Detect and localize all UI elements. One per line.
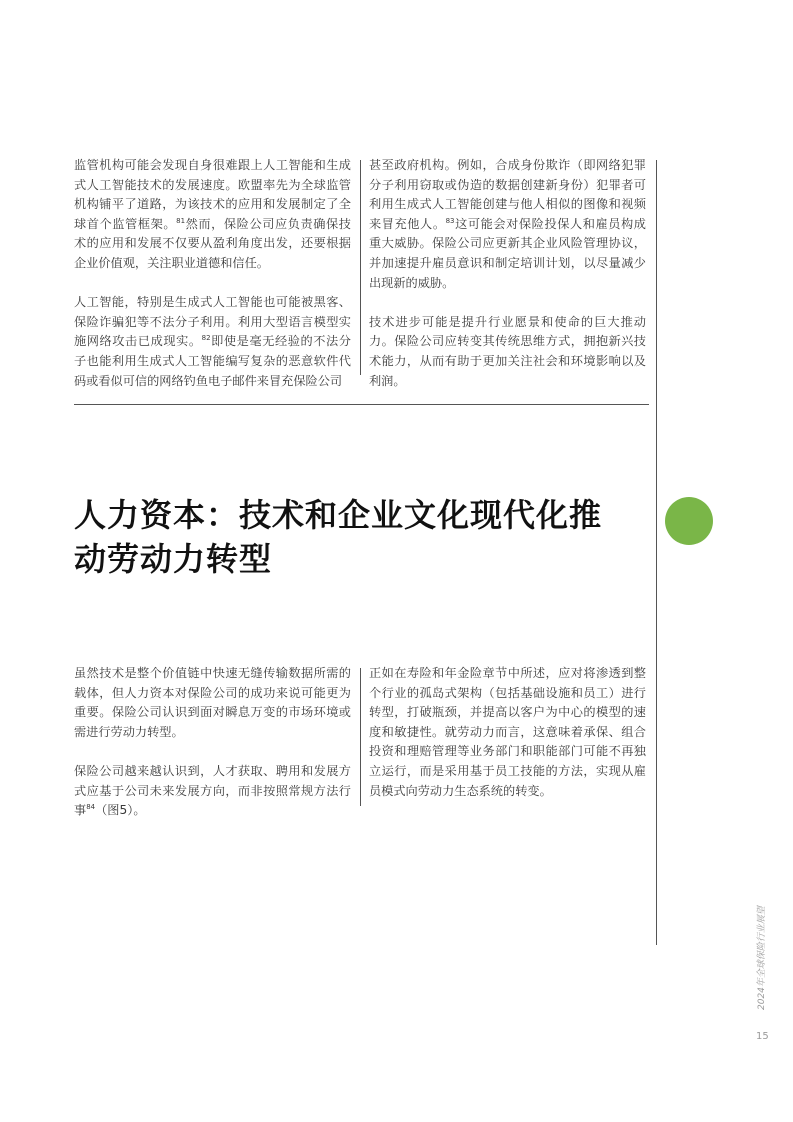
paragraph: 甚至政府机构。例如，合成身份欺诈（即网络犯罪分子利用窃取或伪造的数据创建新身份）犯罪者可利用生成式人工智能创建与他人相似的图像和视频来冒充他人。$^{83}$这可能会对保险投保人和雇员构成重大威胁。保险公司应更新其企业风险管理协议，并加速提升雇员意识和制定培训计划，以尽量减少出现新的威胁。	[369, 158, 646, 290]
section-two-left-column	[74, 664, 351, 821]
page-number: 15	[756, 1031, 769, 1042]
paragraph: 正如在寿险和年金险章节中所述，应对将渗透到整个行业的孤岛式架构（包括基础设施和员工）进行转型，打破瓶颈，并提高以客户为中心的模型的速度和敏捷性。就劳动力而言，这意味着承保、组合投资和理赔管理等业务部门和职能部门可能不再独立运行，而是采用基于员工技能的方法，实现从雇员模式向劳动力生态系统的转变。	[369, 666, 646, 798]
running-title: 2024年全球保险行业展望	[757, 906, 767, 1010]
column-divider	[360, 160, 361, 375]
paragraph: 技术进步可能是提升行业愿景和使命的巨大推动力。保险公司应转变其传统思维方式，拥抱新兴技术能力，从而有助于更加关注社会和环境影响以及利润。	[369, 314, 646, 388]
footnote-ref[interactable]: 84	[86, 803, 96, 812]
right-margin-rule	[656, 160, 657, 945]
section-one-left-column	[74, 156, 351, 391]
paragraph: 虽然技术是整个价值链中快速无缝传输数据所需的载体，但人力资本对保险公司的成功来说可能更为重要。保险公司认识到面对瞬息万变的市场环境或需进行劳动力转型。	[74, 666, 351, 739]
section-rule	[74, 404, 649, 405]
section-two-right-column	[369, 664, 646, 801]
section-marker-dot	[665, 497, 713, 545]
footnote-ref[interactable]: 81	[176, 216, 186, 225]
paragraph: 监管机构可能会发现自身很难跟上人工智能和生成式人工智能技术的发展速度。欧盟率先为全球监管机构铺平了道路，为该技术的应用和发展制定了全球首个监管框架。$^{81}$然而，保险公司应负责确保技术的应用和发展不仅要从盈利角度出发，还要根据企业价值观，关注职业道德和信任。	[74, 158, 351, 270]
section-title: 人力资本：技术和企业文化现代化推动劳动力转型	[74, 496, 603, 578]
paragraph: 人工智能，特别是生成式人工智能也可能被黑客、保险诈骗犯等不法分子利用。利用大型语言模型实施网络攻击已成现实。$^{82}$即使是毫无经验的不法分子也能利用生成式人工智能编写复杂的恶意软件代码或看似可信的网络钓鱼电子邮件来冒充保险公司	[74, 295, 351, 388]
column-divider	[360, 668, 361, 806]
section-one-right-column	[369, 156, 646, 391]
footnote-ref[interactable]: 83	[445, 216, 455, 225]
footnote-ref[interactable]: 82	[201, 334, 211, 343]
paragraph: 保险公司越来越认识到，人才获取、聘用和发展方式应基于公司未来发展方向，而非按照常规方法行事$^{84}$（图5）。	[74, 763, 351, 818]
